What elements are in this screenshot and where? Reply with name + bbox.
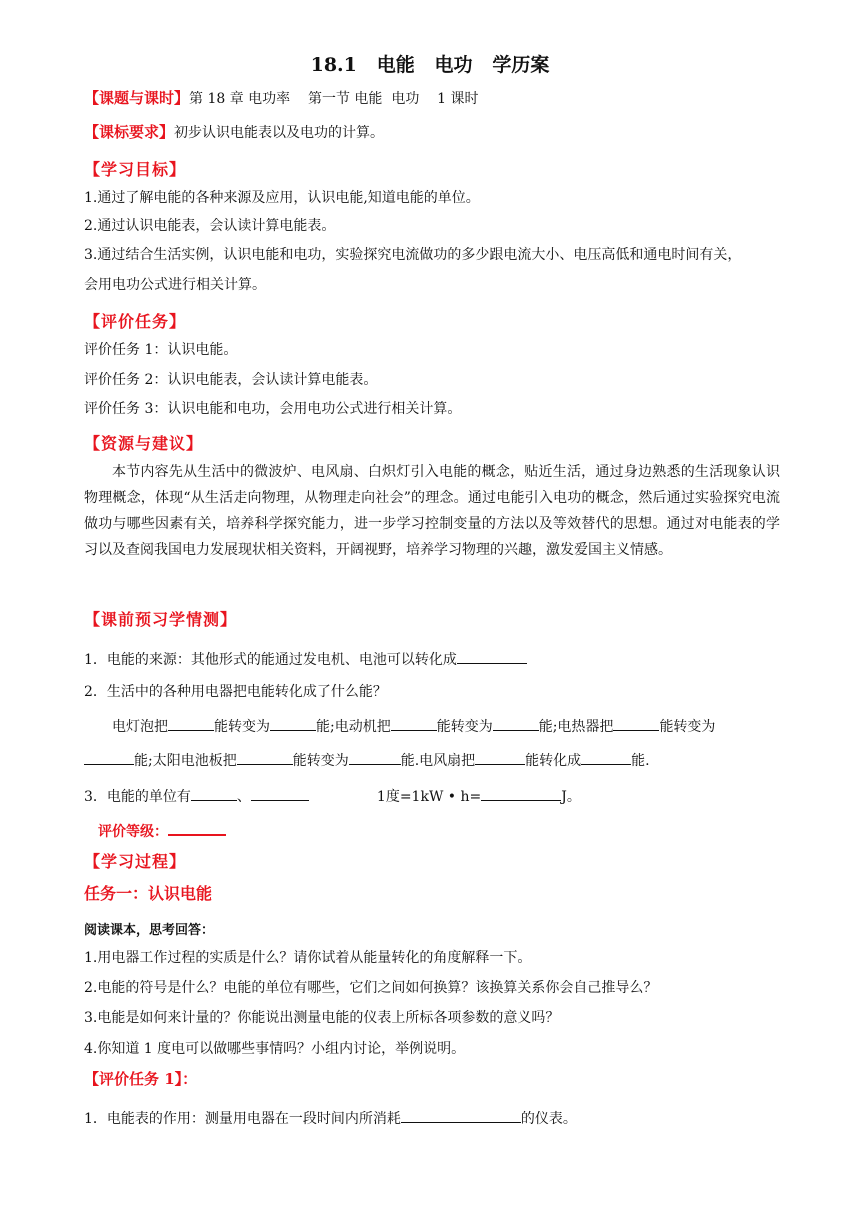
page-title: 18.1 电能 电功 学历案 [310, 54, 550, 76]
read-instruction: 阅读课本，思考回答： [84, 923, 215, 938]
answer-blank[interactable] [613, 716, 659, 731]
preview-question-1 [84, 649, 527, 670]
q2-text: 能转化成 [525, 753, 582, 769]
task-item: 评价任务 3：认识电能和电功，会用电功公式进行相关计算。 [84, 401, 462, 417]
q2-text: 能转变为 [292, 753, 349, 769]
eval1-q1-text: 1．电能表的作用：测量用电器在一段时间内所消耗 [84, 1111, 401, 1127]
goal-item: 会用电功公式进行相关计算。 [84, 277, 266, 293]
answer-blank[interactable] [581, 750, 631, 765]
q2-text: 能;电热器把 [538, 719, 614, 735]
goal-item: 2.通过认识电能表，会认读计算电能表。 [84, 218, 336, 234]
task-item: 评价任务 2：认识电能表，会认读计算电能表。 [84, 372, 378, 388]
answer-blank[interactable] [475, 750, 525, 765]
grade-blank[interactable] [168, 820, 226, 836]
q3-sep: 、 [236, 789, 251, 805]
grade-label: 评价等级： [98, 824, 168, 840]
q2-text: 能;太阳电池板把 [134, 753, 237, 769]
task-item: 评价任务 1：认识电能。 [84, 342, 238, 358]
task1-subtitle: 认识电能 [148, 884, 213, 903]
standard-text: 初步认识电能表以及电功的计算。 [174, 125, 385, 141]
answer-blank[interactable] [401, 1108, 521, 1123]
answer-blank[interactable] [251, 786, 309, 801]
process-item: 2.电能的符号是什么？电能的单位有哪些，它们之间如何换算？该换算关系你会自己推导么？ [84, 980, 658, 996]
q3-text: J。 [561, 789, 581, 805]
answer-blank[interactable] [481, 786, 561, 801]
answer-blank[interactable] [391, 716, 437, 731]
q3-text: 3．电能的单位有 [84, 789, 191, 805]
process-item: 4.你知道 1 度电可以做哪些事情吗？小组内讨论，举例说明。 [84, 1041, 466, 1057]
answer-blank[interactable] [270, 716, 316, 731]
q2-text: 能;电动机把 [316, 719, 391, 735]
topic-line [84, 88, 479, 109]
q2-text: 能转变为 [436, 719, 493, 735]
answer-blank[interactable] [237, 750, 293, 765]
process-item: 1.用电器工作过程的实质是什么？请你试着从能量转化的角度解释一下。 [84, 950, 532, 966]
task1-title [84, 884, 212, 905]
topic-text: 第 18 章 电功率 第一节 电能 电功 1 课时 [189, 91, 479, 107]
eval1-heading: 【评价任务 1】： [84, 1070, 198, 1088]
goals-heading: 【学习目标】 [84, 160, 187, 179]
grade-line [98, 820, 226, 842]
preview-q2-line-b [84, 750, 650, 771]
tasks-heading: 【评价任务】 [84, 312, 187, 331]
standard-label: 【课标要求】 [84, 123, 175, 141]
process-item: 3.电能是如何来计量的？你能说出测量电能的仪表上所标各项参数的意义吗？ [84, 1010, 560, 1026]
q2-text: 能. [631, 753, 650, 769]
q2-text: 电灯泡把 [112, 719, 168, 735]
answer-blank[interactable] [84, 750, 134, 765]
topic-label: 【课题与课时】 [84, 89, 190, 107]
task1-label: 任务一： [84, 884, 149, 903]
q2-text: 能转变为 [214, 719, 270, 735]
answer-blank[interactable] [168, 716, 214, 731]
process-heading: 【学习过程】 [84, 852, 187, 871]
resources-heading: 【资源与建议】 [84, 434, 204, 453]
q2-text: 能转变为 [659, 719, 716, 735]
answer-blank[interactable] [349, 750, 401, 765]
goal-item: 1.通过了解电能的各种来源及应用，认识电能,知道电能的单位。 [84, 190, 480, 206]
answer-blank[interactable] [493, 716, 539, 731]
preview-heading: 【课前预习学情测】 [84, 610, 238, 629]
preview-question-3 [84, 786, 581, 807]
q2-text: 能.电风扇把 [400, 753, 476, 769]
resources-paragraph: 本节内容先从生活中的微波炉、电风扇、白炽灯引入电能的概念，贴近生活，通过身边熟悉的生活现象认识物理概念，体现“从生活走向物理，从物理走向社会”的理念。通过电能引入电功的概念，然后通过实验探究电流做功与哪些因素有关，培养科学探究能力，进一步学习控制变量的方法以及等效替代的思想。通过对电能表的学习以及查阅我国电力发展现状相关资料，开阔视野，培养学习物理的兴趣，激发爱国主义情感。 [84, 464, 780, 558]
goal-item: 3.通过结合生活实例，认识电能和电功，实验探究电流做功的多少跟电流大小、电压高低和通电时间有关， [84, 247, 742, 263]
eval1-q1-text: 的仪表。 [520, 1111, 577, 1127]
q3-text: 1度=1kW • h= [376, 789, 482, 805]
answer-blank[interactable] [457, 649, 527, 664]
answer-blank[interactable] [191, 786, 237, 801]
standard-line [84, 122, 384, 143]
preview-q1-text: 1．电能的来源：其他形式的能通过发电机、电池可以转化成 [84, 652, 457, 668]
eval1-question-1 [84, 1108, 577, 1129]
preview-question-2: 2．生活中的各种用电器把电能转化成了什么能？ [84, 684, 387, 700]
preview-q2-line-a [112, 716, 715, 737]
